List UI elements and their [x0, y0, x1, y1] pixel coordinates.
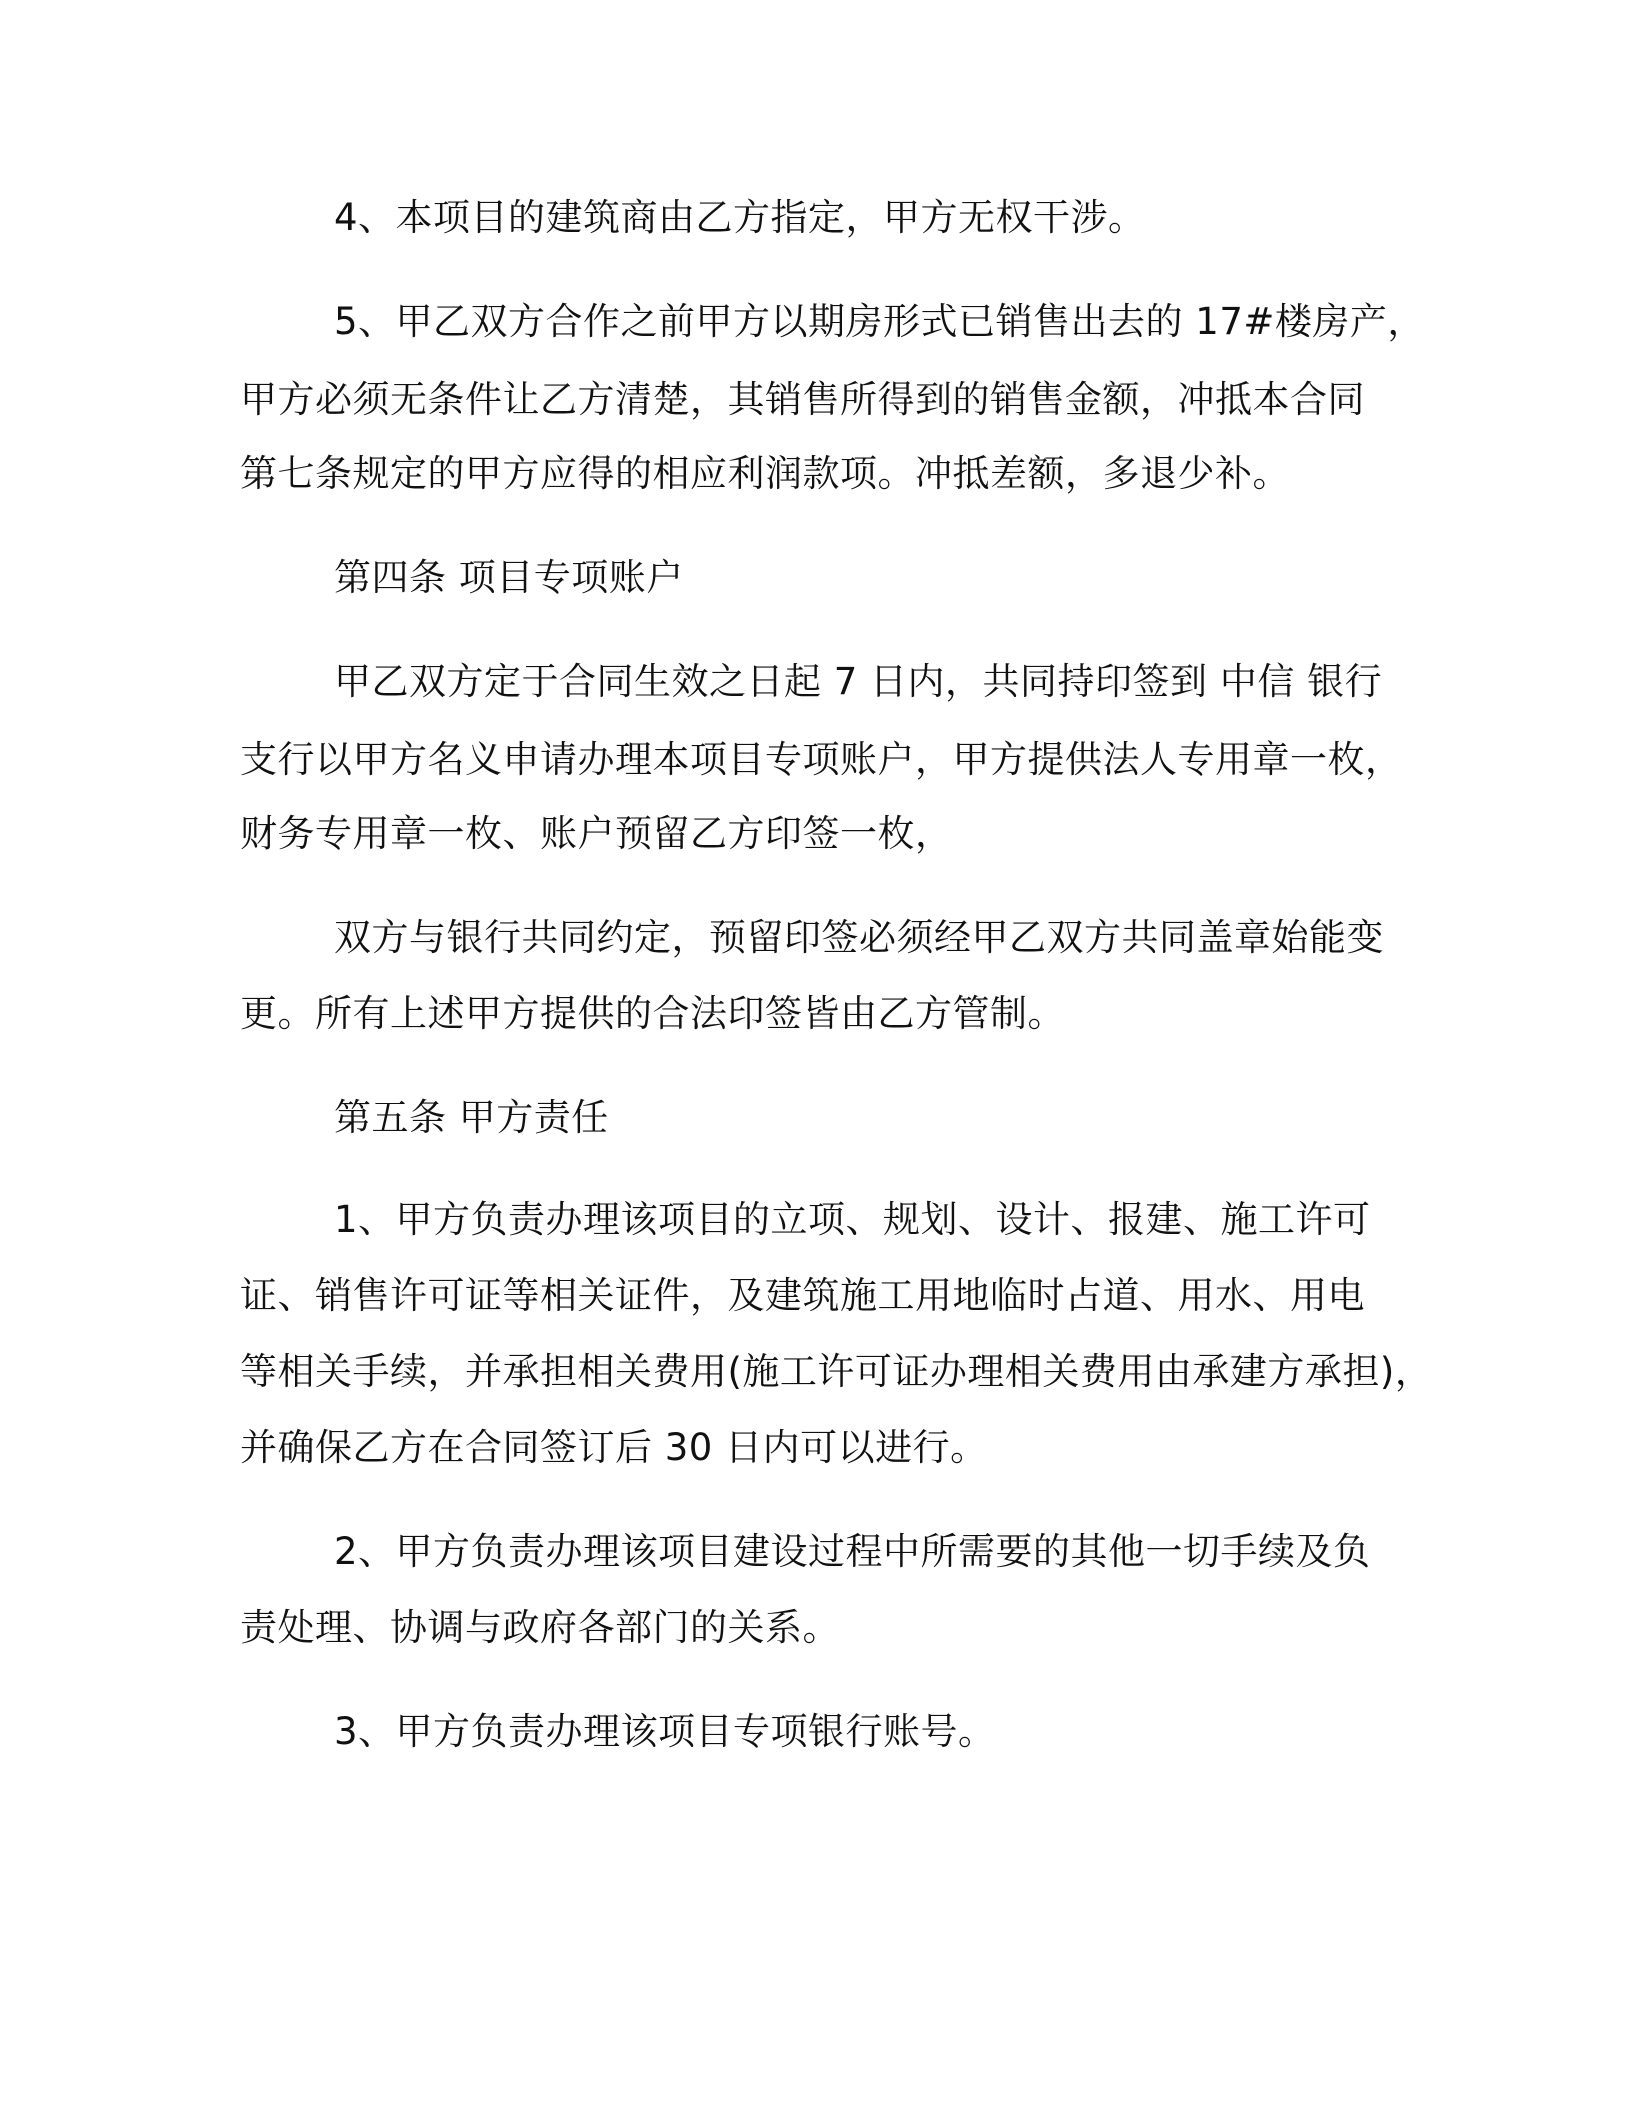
clause-4-para-1-line-3: 财务专用章一枚、账户预留乙方印签一枚， — [240, 812, 953, 855]
clause-5-item-3: 3、甲方负责办理该项目专项银行账号。 — [334, 1710, 996, 1753]
clause-3-item-4: 4、本项目的建筑商由乙方指定，甲方无权干涉。 — [334, 196, 1146, 239]
clause-5-heading: 第五条 甲方责任 — [334, 1096, 609, 1139]
clause-3-item-5-line-3: 第七条规定的甲方应得的相应利润款项。冲抵差额，多退少补。 — [240, 452, 1290, 495]
clause-4-heading: 第四条 项目专项账户 — [334, 556, 684, 599]
clause-4-para-2-line-2: 更。所有上述甲方提供的合法印签皆由乙方管制。 — [240, 992, 1065, 1035]
clause-4-para-1-line-2: 支行以甲方名义申请办理本项目专项账户，甲方提供法人专用章一枚， — [240, 738, 1403, 781]
clause-3-item-5-line-2: 甲方必须无条件让乙方清楚，其销售所得到的销售金额，冲抵本合同 — [240, 378, 1365, 421]
clause-5-item-2-line-2: 责处理、协调与政府各部门的关系。 — [240, 1606, 840, 1649]
clause-5-item-2-line-1: 2、甲方负责办理该项目建设过程中所需要的其他一切手续及负 — [334, 1530, 1371, 1573]
clause-3-item-5-line-1: 5、甲乙双方合作之前甲方以期房形式已销售出去的 17#楼房产， — [334, 300, 1425, 343]
clause-4-para-2-line-1: 双方与银行共同约定，预留印签必须经甲乙双方共同盖章始能变 — [334, 916, 1384, 959]
clause-5-item-1-line-2: 证、销售许可证等相关证件，及建筑施工用地临时占道、用水、用电 — [240, 1274, 1365, 1317]
clause-5-item-1-line-1: 1、甲方负责办理该项目的立项、规划、设计、报建、施工许可 — [334, 1198, 1371, 1241]
clause-5-item-1-line-4: 并确保乙方在合同签订后 30 日内可以进行。 — [240, 1426, 988, 1469]
clause-4-para-1-line-1: 甲乙双方定于合同生效之日起 7 日内，共同持印签到 中信 银行 — [334, 660, 1383, 703]
clause-5-item-1-line-3: 等相关手续，并承担相关费用(施工许可证办理相关费用由承建方承担)， — [240, 1350, 1433, 1393]
